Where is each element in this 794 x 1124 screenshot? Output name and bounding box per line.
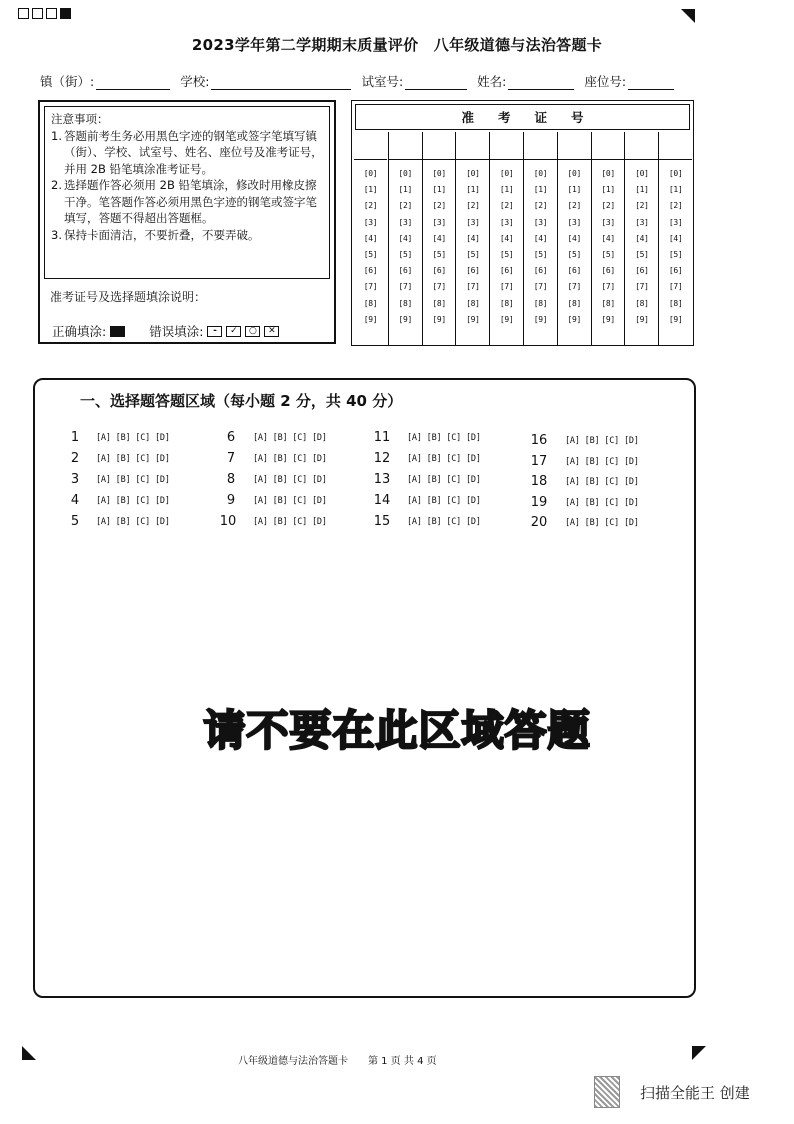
no-answer-warning: 请不要在此区域答题 [203, 706, 591, 755]
position-square [32, 8, 43, 19]
corner-mark-bottom-left-icon [22, 1046, 36, 1060]
wrong-fill-label: 错误填涂: [149, 324, 204, 339]
exam-digit-bubble[interactable]: [6] [363, 266, 378, 276]
question-number: 10 [219, 514, 237, 529]
question-number: 13 [373, 472, 391, 487]
seat-field[interactable] [584, 72, 674, 90]
field-label: 学校: [180, 74, 210, 89]
exam-digit-bubble[interactable]: [4] [668, 233, 683, 243]
position-square-filled [60, 8, 71, 19]
exam-digit-bubble[interactable]: [9] [432, 314, 446, 324]
question-number: 1 [70, 430, 80, 445]
question-options[interactable]: [A] [B] [C] [D] [407, 496, 481, 506]
school-field[interactable] [180, 72, 351, 90]
exam-digit-bubble[interactable]: [1] [466, 185, 480, 195]
question-options[interactable]: [A] [B] [C] [D] [407, 475, 481, 485]
exam-digit-bubble[interactable]: [3] [668, 217, 683, 227]
top-position-marks [18, 8, 71, 19]
exam-digit-bubble[interactable]: [6] [533, 266, 548, 276]
exam-digit-bubble[interactable]: [5] [567, 250, 582, 259]
question-options[interactable]: [A] [B] [C] [D] [565, 477, 639, 487]
wrong-fill-dash-icon: - [207, 326, 222, 337]
exam-digit-bubble[interactable]: [8] [635, 298, 649, 308]
exam-digit-bubble[interactable]: [8] [499, 298, 514, 308]
exam-digit-bubble[interactable]: [1] [567, 185, 582, 195]
exam-digit-bubble[interactable]: [7] [533, 282, 548, 292]
exam-digit-bubble[interactable]: [0] [363, 169, 378, 178]
exam-digit-bubble[interactable]: [2] [533, 201, 548, 211]
question-number: 4 [70, 493, 80, 508]
fill-example-row [52, 322, 279, 340]
exam-digit-bubble[interactable]: [5] [363, 250, 378, 259]
exam-digit-bubble[interactable]: [2] [398, 201, 413, 211]
town-blank[interactable] [96, 75, 170, 90]
question-options[interactable]: [A] [B] [C] [D] [407, 454, 481, 464]
exam-digit-bubble[interactable]: [4] [466, 233, 480, 243]
exam-digit-bubble[interactable]: [2] [601, 201, 615, 211]
question-number: 6 [226, 430, 236, 445]
exam-digit-bubble[interactable]: [9] [466, 314, 480, 324]
page-title: 2023学年第二学期期末质量评价 八年级道德与法治答题卡 [191, 36, 603, 54]
notice-text: 答题前考生务必用黑色字迹的钢笔或签字笔填写镇（街）、学校、试室号、姓名、座位号及准考证号，并用 2B 铅笔填涂准考证号。 [64, 128, 323, 176]
question-options[interactable]: [A] [B] [C] [D] [253, 496, 327, 506]
exam-digit-bubble[interactable]: [1] [668, 185, 683, 195]
exam-digit-write-cell[interactable] [490, 132, 523, 160]
notice-item [51, 177, 323, 227]
school-blank[interactable] [211, 75, 351, 90]
exam-digit-bubble[interactable]: [8] [432, 298, 446, 308]
exam-digit-bubble[interactable]: [8] [601, 298, 615, 308]
question-number: 16 [530, 433, 548, 448]
exam-digit-bubble[interactable]: [6] [499, 266, 514, 276]
exam-digit-bubble[interactable]: [8] [567, 298, 582, 308]
exam-digit-bubble[interactable]: [8] [363, 298, 378, 308]
exam-number-title: 准考证号 [355, 104, 690, 130]
exam-digit-write-cell[interactable] [558, 132, 591, 160]
exam-digit-write-cell[interactable] [659, 132, 692, 160]
question-number: 8 [226, 472, 236, 487]
exam-digit-bubble[interactable]: [6] [635, 266, 649, 276]
notice-num: 1. [51, 128, 62, 143]
position-square [46, 8, 57, 19]
exam-digit-bubble[interactable]: [2] [432, 201, 446, 211]
exam-digit-bubble[interactable]: [8] [533, 298, 548, 308]
notice-num: 2. [51, 178, 62, 192]
question-number: 19 [530, 495, 548, 510]
notice-panel [44, 106, 330, 279]
field-label: 试室号: [361, 74, 404, 89]
question-number: 15 [373, 514, 391, 529]
exam-digit-write-cell[interactable] [524, 132, 557, 160]
exam-digit-bubble[interactable]: [0] [499, 169, 514, 178]
question-options[interactable]: [A] [B] [C] [D] [96, 433, 170, 443]
question-number: 17 [530, 454, 548, 469]
exam-digit-bubble[interactable]: [6] [398, 266, 413, 276]
question-number: 3 [70, 472, 80, 487]
exam-digit-bubble[interactable]: [1] [635, 185, 649, 195]
exam-digit-bubble[interactable]: [5] [398, 250, 413, 259]
exam-digit-write-cell[interactable] [592, 132, 625, 160]
exam-digit-bubble[interactable]: [3] [567, 217, 582, 227]
exam-digit-bubble[interactable]: [7] [432, 282, 446, 292]
exam-digit-bubble[interactable]: [1] [533, 185, 548, 195]
exam-digit-bubble[interactable]: [4] [432, 233, 446, 243]
question-options[interactable]: [A] [B] [C] [D] [253, 454, 327, 464]
exam-digit-bubble[interactable]: [5] [432, 250, 446, 259]
exam-digit-bubble[interactable]: [9] [499, 314, 514, 324]
exam-digit-bubble[interactable]: [2] [635, 201, 649, 211]
question-options[interactable]: [A] [B] [C] [D] [565, 436, 639, 446]
exam-digit-bubble[interactable]: [0] [601, 169, 615, 178]
exam-digit-bubble[interactable]: [7] [466, 282, 480, 292]
question-number: 5 [70, 514, 80, 529]
exam-digit-write-cell[interactable] [423, 132, 456, 160]
exam-digit-bubble[interactable]: [1] [432, 185, 446, 195]
exam-digit-bubble[interactable]: [1] [601, 185, 615, 195]
question-options[interactable]: [A] [B] [C] [D] [565, 498, 639, 508]
exam-digit-bubble[interactable]: [4] [533, 233, 548, 243]
fill-explain-label: 准考证号及选择题填涂说明： [50, 290, 207, 304]
question-options[interactable]: [A] [B] [C] [D] [96, 496, 170, 506]
field-label: 姓名: [477, 74, 507, 89]
notice-box [38, 100, 336, 344]
exam-digit-bubble[interactable]: [5] [499, 250, 514, 259]
exam-digit-bubble[interactable]: [8] [466, 298, 480, 308]
exam-digit-bubble[interactable]: [5] [635, 250, 649, 259]
exam-digit-bubble[interactable]: [6] [601, 266, 615, 276]
notice-text: 保持卡面清洁，不要折叠，不要弄破。 [64, 227, 260, 242]
wrong-fill-circle-icon: ○ [245, 326, 260, 337]
question-number: 20 [530, 515, 548, 530]
exam-digit-column [388, 132, 413, 345]
exam-digit-bubble[interactable]: [5] [601, 250, 615, 259]
question-number: 11 [373, 430, 391, 445]
exam-digit-bubble[interactable]: [7] [499, 282, 514, 292]
exam-digit-bubble[interactable]: [1] [499, 185, 514, 195]
question-options[interactable]: [A] [B] [C] [D] [253, 475, 327, 485]
exam-digit-bubble[interactable]: [0] [432, 169, 446, 178]
page-footer: 八年级道德与法治答题卡 第 1 页 共 4 页 [238, 1056, 437, 1067]
exam-digit-bubble[interactable]: [3] [432, 217, 446, 227]
exam-digit-bubble[interactable]: [4] [363, 233, 378, 243]
exam-digit-bubble[interactable]: [9] [363, 314, 378, 324]
question-options[interactable]: [A] [B] [C] [D] [565, 518, 639, 528]
exam-digit-column [557, 132, 582, 345]
room-blank[interactable] [405, 75, 467, 90]
exam-digit-bubble[interactable]: [3] [635, 217, 649, 227]
exam-digit-bubble[interactable]: [9] [601, 314, 615, 324]
exam-digit-bubble[interactable]: [7] [635, 282, 649, 292]
choice-section-title: 一、选择题答题区域（每小题 2 分，共 40 分） [80, 392, 403, 410]
exam-digit-bubble[interactable]: [3] [601, 217, 615, 227]
exam-digit-bubble[interactable]: [0] [668, 169, 683, 178]
notice-item [51, 227, 323, 244]
corner-mark-bottom-right-icon [692, 1046, 706, 1060]
exam-digit-bubble[interactable]: [0] [533, 169, 548, 178]
exam-digit-bubble[interactable]: [4] [499, 233, 514, 243]
exam-digit-bubble[interactable]: [9] [668, 314, 683, 324]
exam-digit-column [455, 132, 480, 345]
exam-digit-bubble[interactable]: [0] [635, 169, 649, 178]
exam-digit-bubble[interactable]: [0] [466, 169, 480, 178]
exam-digit-bubble[interactable]: [7] [398, 282, 413, 292]
exam-digit-bubble[interactable]: [3] [466, 217, 480, 227]
exam-digit-bubble[interactable]: [7] [363, 282, 378, 292]
exam-digit-bubble[interactable]: [0] [567, 169, 582, 178]
question-number: 18 [530, 474, 548, 489]
notice-text: 选择题作答必须用 2B 铅笔填涂，修改时用橡皮擦干净。笔答题作答必须用黑色字迹的钢笔或签字笔填写，答题不得超出答题框。 [64, 178, 317, 225]
correct-fill-sample-icon [110, 326, 125, 337]
exam-digit-write-cell[interactable] [625, 132, 658, 160]
exam-digit-bubble[interactable]: [7] [601, 282, 615, 292]
scanner-watermark: 扫描全能王 创建 [640, 1084, 750, 1102]
exam-digit-bubble[interactable]: [1] [363, 185, 378, 195]
question-number: 9 [226, 493, 236, 508]
student-info-row [40, 72, 760, 90]
exam-digit-bubble[interactable]: [7] [668, 282, 683, 292]
exam-digit-bubble[interactable]: [6] [432, 266, 446, 276]
exam-digit-column [624, 132, 649, 345]
town-field[interactable] [40, 72, 170, 90]
exam-digit-bubble[interactable]: [5] [533, 250, 548, 259]
exam-digit-bubble[interactable]: [2] [466, 201, 480, 211]
field-label: 座位号: [584, 74, 627, 89]
exam-digit-column [489, 132, 514, 345]
exam-digit-bubble[interactable]: [2] [363, 201, 378, 211]
exam-digit-bubble[interactable]: [9] [635, 314, 649, 324]
question-options[interactable]: [A] [B] [C] [D] [96, 454, 170, 464]
answer-area-box [33, 378, 696, 998]
exam-digit-bubble[interactable]: [9] [567, 314, 582, 324]
question-options[interactable]: [A] [B] [C] [D] [565, 457, 639, 467]
exam-digit-bubble[interactable]: [3] [533, 217, 548, 227]
exam-digit-bubble[interactable]: [4] [601, 233, 615, 243]
notice-item [51, 128, 323, 178]
exam-digit-bubble[interactable]: [2] [499, 201, 514, 211]
exam-digit-column [422, 132, 446, 345]
exam-digit-bubble[interactable]: [4] [398, 233, 413, 243]
exam-digit-bubble[interactable]: [2] [567, 201, 582, 211]
exam-digit-bubble[interactable]: [5] [668, 250, 683, 259]
question-number: 7 [226, 451, 236, 466]
exam-digit-write-cell[interactable] [354, 132, 387, 160]
position-square [18, 8, 29, 19]
notice-heading: 注意事项： [51, 112, 109, 126]
exam-digit-bubble[interactable]: [6] [567, 266, 582, 276]
exam-digit-bubble[interactable]: [3] [363, 217, 378, 227]
exam-digit-bubble[interactable]: [9] [398, 314, 413, 324]
exam-digit-bubble[interactable]: [6] [466, 266, 480, 276]
exam-digit-bubble[interactable]: [4] [635, 233, 649, 243]
correct-fill-label: 正确填涂: [52, 324, 107, 339]
exam-digit-bubble[interactable]: [6] [668, 266, 683, 276]
exam-digit-bubble[interactable]: [5] [466, 250, 480, 259]
seat-blank[interactable] [628, 75, 674, 90]
question-number: 14 [373, 493, 391, 508]
question-options[interactable]: [A] [B] [C] [D] [407, 433, 481, 443]
question-options[interactable]: [A] [B] [C] [D] [253, 517, 327, 527]
exam-digit-bubble[interactable]: [3] [398, 217, 413, 227]
name-blank[interactable] [508, 75, 574, 90]
question-number: 2 [70, 451, 80, 466]
exam-digit-bubble[interactable]: [4] [567, 233, 582, 243]
exam-number-box [351, 100, 694, 346]
name-field[interactable] [477, 72, 574, 90]
question-options[interactable]: [A] [B] [C] [D] [96, 475, 170, 485]
exam-digit-column [591, 132, 615, 345]
question-options[interactable]: [A] [B] [C] [D] [407, 517, 481, 527]
corner-mark-top-right-icon [681, 9, 695, 23]
question-options[interactable]: [A] [B] [C] [D] [253, 433, 327, 443]
notice-num: 3. [51, 227, 62, 242]
room-field[interactable] [361, 72, 467, 90]
exam-digit-bubble[interactable]: [2] [668, 201, 683, 211]
exam-digit-bubble[interactable]: [0] [398, 169, 413, 178]
exam-digit-bubble[interactable]: [3] [499, 217, 514, 227]
exam-digit-bubble[interactable]: [8] [668, 298, 683, 308]
field-label: 镇（街）: [40, 74, 95, 89]
exam-digit-column [523, 132, 548, 345]
exam-digit-bubble[interactable]: [9] [533, 314, 548, 324]
exam-digit-bubble[interactable]: [8] [398, 298, 413, 308]
qr-code-icon [594, 1076, 620, 1108]
exam-digit-write-cell[interactable] [389, 132, 422, 160]
exam-digit-write-cell[interactable] [456, 132, 489, 160]
question-number: 12 [373, 451, 391, 466]
wrong-fill-check-icon: ✓ [226, 326, 241, 337]
exam-digit-bubble[interactable]: [1] [398, 185, 413, 195]
exam-digit-bubble[interactable]: [7] [567, 282, 582, 292]
exam-digit-column [658, 132, 683, 345]
wrong-fill-cross-icon: ✕ [264, 326, 279, 337]
question-options[interactable]: [A] [B] [C] [D] [96, 517, 170, 527]
